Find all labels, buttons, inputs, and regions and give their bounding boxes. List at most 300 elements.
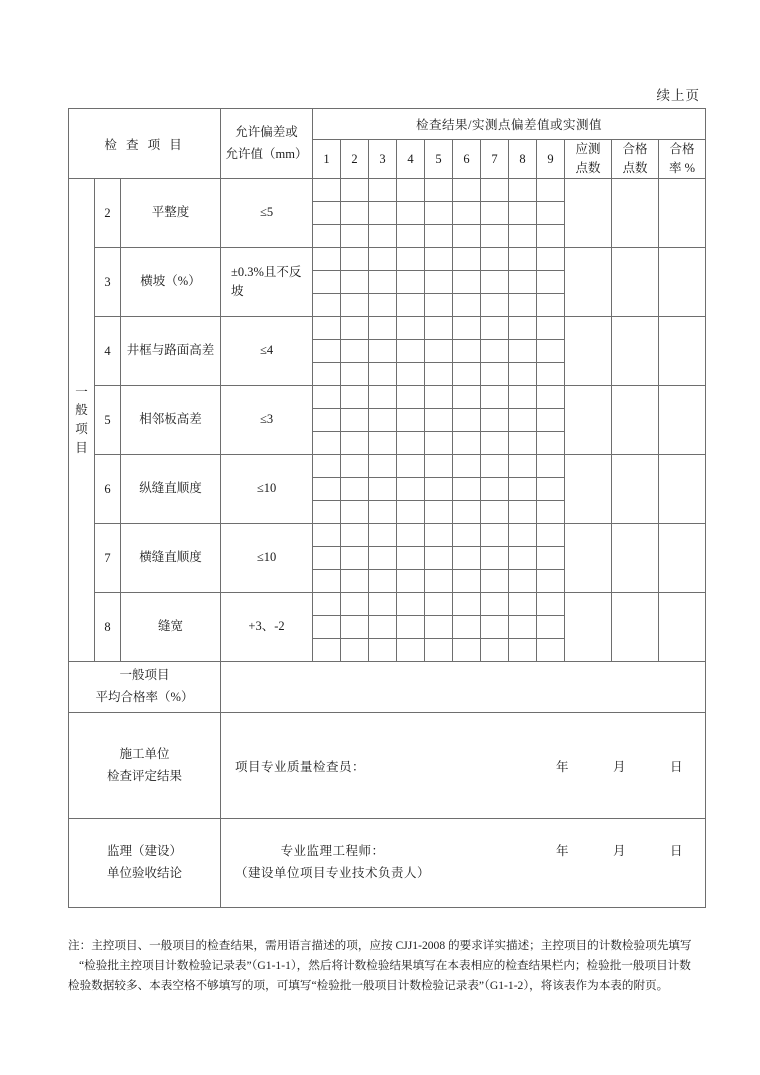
measurement-point-cell[interactable]	[537, 271, 565, 294]
header-inspection-item: 检 查 项 目	[69, 109, 221, 179]
measurement-point-cell[interactable]	[453, 639, 481, 662]
measurement-point-cell[interactable]	[537, 340, 565, 363]
table-row	[69, 179, 706, 202]
measurement-point-cell[interactable]	[369, 455, 397, 478]
measurement-point-cell[interactable]	[509, 363, 537, 386]
measurement-point-cell[interactable]	[397, 363, 425, 386]
measurement-point-cell[interactable]	[397, 294, 425, 317]
measurement-point-cell[interactable]	[481, 478, 509, 501]
measurement-point-cell[interactable]	[313, 478, 341, 501]
measurement-point-cell[interactable]	[481, 616, 509, 639]
measurement-point-cell[interactable]	[481, 570, 509, 593]
row-tolerance-value: ≤3	[221, 386, 313, 455]
measurement-point-cell[interactable]	[369, 317, 397, 340]
supervisor-conclusion-field[interactable]	[221, 819, 706, 908]
table-header-row-1	[69, 109, 706, 140]
contractor-signature-line	[221, 757, 705, 775]
measurement-point-cell[interactable]	[397, 179, 425, 202]
category-label-char: 一	[75, 384, 88, 399]
pass-points-cell[interactable]	[612, 386, 659, 455]
measurement-point-cell[interactable]	[341, 248, 369, 271]
header-result-group: 检查结果/实测点偏差值或实测值	[313, 109, 706, 140]
supervisor-month-label: 月	[613, 844, 627, 859]
supervisor-signature-label-block	[235, 841, 430, 885]
measurement-point-cell[interactable]	[537, 386, 565, 409]
measurement-point-cell[interactable]	[341, 409, 369, 432]
measurement-point-cell[interactable]	[397, 616, 425, 639]
measurement-point-cell[interactable]	[509, 432, 537, 455]
measurement-point-cell[interactable]	[397, 478, 425, 501]
measurement-point-cell[interactable]	[537, 478, 565, 501]
header-point-7: 7	[481, 140, 509, 179]
header-point-5: 5	[425, 140, 453, 179]
row-tolerance-value: ≤4	[221, 317, 313, 386]
due-points-cell[interactable]	[565, 179, 612, 248]
measurement-point-cell[interactable]	[453, 294, 481, 317]
table-row	[69, 524, 706, 547]
measurement-point-cell[interactable]	[537, 317, 565, 340]
measurement-point-cell[interactable]	[341, 202, 369, 225]
measurement-point-cell[interactable]	[369, 271, 397, 294]
pass-rate-cell[interactable]	[659, 593, 706, 662]
measurement-point-cell[interactable]	[509, 294, 537, 317]
measurement-point-cell[interactable]	[509, 639, 537, 662]
pass-points-cell[interactable]	[612, 317, 659, 386]
measurement-point-cell[interactable]	[453, 340, 481, 363]
measurement-point-cell[interactable]	[453, 593, 481, 616]
header-pass-points-line2: 点数	[622, 161, 648, 175]
measurement-point-cell[interactable]	[453, 271, 481, 294]
measurement-point-cell[interactable]	[453, 363, 481, 386]
measurement-point-cell[interactable]	[537, 455, 565, 478]
pass-rate-cell[interactable]	[659, 317, 706, 386]
header-point-4: 4	[397, 140, 425, 179]
measurement-point-cell[interactable]	[341, 547, 369, 570]
measurement-point-cell[interactable]	[341, 179, 369, 202]
row-number: 3	[95, 248, 121, 317]
measurement-point-cell[interactable]	[341, 570, 369, 593]
measurement-point-cell[interactable]	[369, 225, 397, 248]
measurement-point-cell[interactable]	[453, 570, 481, 593]
measurement-point-cell[interactable]	[481, 317, 509, 340]
measurement-point-cell[interactable]	[425, 248, 453, 271]
measurement-point-cell[interactable]	[537, 639, 565, 662]
measurement-point-cell[interactable]	[481, 547, 509, 570]
header-point-9: 9	[537, 140, 565, 179]
measurement-point-cell[interactable]	[481, 432, 509, 455]
measurement-point-cell[interactable]	[313, 294, 341, 317]
header-pass-rate-line2: 率 %	[669, 161, 696, 175]
measurement-point-cell[interactable]	[369, 593, 397, 616]
measurement-point-cell[interactable]	[397, 455, 425, 478]
table-row	[69, 248, 706, 271]
supervisor-conclusion-label	[69, 819, 221, 908]
measurement-point-cell[interactable]	[313, 639, 341, 662]
measurement-point-cell[interactable]	[481, 340, 509, 363]
measurement-point-cell[interactable]	[481, 202, 509, 225]
inspection-record-table	[68, 108, 706, 908]
table-row	[69, 386, 706, 409]
pass-points-cell[interactable]	[612, 593, 659, 662]
contractor-signature-label: 项目专业质量检查员：	[235, 759, 366, 774]
measurement-point-cell[interactable]	[481, 386, 509, 409]
measurement-point-cell[interactable]	[509, 225, 537, 248]
measurement-point-cell[interactable]	[369, 363, 397, 386]
supervisor-label-line1: 监理（建设）	[107, 844, 183, 859]
measurement-point-cell[interactable]	[509, 179, 537, 202]
measurement-point-cell[interactable]	[397, 570, 425, 593]
measurement-point-cell[interactable]	[425, 639, 453, 662]
measurement-point-cell[interactable]	[313, 593, 341, 616]
measurement-point-cell[interactable]	[313, 179, 341, 202]
measurement-point-cell[interactable]	[425, 179, 453, 202]
measurement-point-cell[interactable]	[453, 202, 481, 225]
measurement-point-cell[interactable]	[453, 547, 481, 570]
measurement-point-cell[interactable]	[425, 225, 453, 248]
measurement-point-cell[interactable]	[453, 616, 481, 639]
measurement-point-cell[interactable]	[537, 593, 565, 616]
measurement-point-cell[interactable]	[481, 225, 509, 248]
measurement-point-cell[interactable]	[453, 225, 481, 248]
measurement-point-cell[interactable]	[425, 455, 453, 478]
row-tolerance-value: ≤10	[221, 455, 313, 524]
contractor-day-label: 日	[670, 759, 684, 774]
measurement-point-cell[interactable]	[509, 616, 537, 639]
measurement-point-cell[interactable]	[509, 455, 537, 478]
measurement-point-cell[interactable]	[425, 202, 453, 225]
contractor-label-line1: 施工单位	[119, 746, 170, 761]
measurement-point-cell[interactable]	[425, 363, 453, 386]
due-points-cell[interactable]	[565, 455, 612, 524]
measurement-point-cell[interactable]	[425, 294, 453, 317]
header-point-6: 6	[453, 140, 481, 179]
pass-points-cell[interactable]	[612, 248, 659, 317]
supervisor-signature-label-line2: （建设单位项目专业技术负责人）	[235, 866, 431, 880]
measurement-point-cell[interactable]	[425, 409, 453, 432]
measurement-point-cell[interactable]	[481, 593, 509, 616]
measurement-point-cell[interactable]	[453, 478, 481, 501]
measurement-point-cell[interactable]	[369, 202, 397, 225]
header-point-2: 2	[341, 140, 369, 179]
measurement-point-cell[interactable]	[509, 547, 537, 570]
measurement-point-cell[interactable]	[397, 432, 425, 455]
measurement-point-cell[interactable]	[341, 616, 369, 639]
measurement-point-cell[interactable]	[425, 478, 453, 501]
measurement-point-cell[interactable]	[397, 639, 425, 662]
measurement-point-cell[interactable]	[481, 179, 509, 202]
measurement-point-cell[interactable]	[341, 455, 369, 478]
measurement-point-cell[interactable]	[369, 639, 397, 662]
measurement-point-cell[interactable]	[313, 409, 341, 432]
measurement-point-cell[interactable]	[341, 501, 369, 524]
pass-points-cell[interactable]	[612, 455, 659, 524]
measurement-point-cell[interactable]	[537, 409, 565, 432]
measurement-point-cell[interactable]	[537, 225, 565, 248]
footnote-line-3: 检验数据较多、本表空格不够填写的项，可填写“检验批一般项目计数检验记录表”（G1-1-2），将该表作为本表的附页。	[68, 978, 669, 992]
measurement-point-cell[interactable]	[341, 225, 369, 248]
supervisor-conclusion-row	[69, 819, 706, 908]
measurement-point-cell[interactable]	[425, 271, 453, 294]
measurement-point-cell[interactable]	[341, 432, 369, 455]
supervisor-label-line2: 单位验收结论	[107, 866, 183, 880]
measurement-point-cell[interactable]	[425, 386, 453, 409]
measurement-point-cell[interactable]	[453, 501, 481, 524]
header-point-8: 8	[509, 140, 537, 179]
due-points-cell[interactable]	[565, 248, 612, 317]
average-pass-rate-row	[69, 662, 706, 713]
header-tolerance-line2: 允许值（mm）	[225, 146, 308, 161]
row-tolerance-value: ≤10	[221, 524, 313, 593]
measurement-point-cell[interactable]	[313, 432, 341, 455]
measurement-point-cell[interactable]	[537, 363, 565, 386]
measurement-point-cell[interactable]	[397, 317, 425, 340]
measurement-point-cell[interactable]	[313, 547, 341, 570]
average-pass-rate-label	[69, 662, 221, 713]
measurement-point-cell[interactable]	[397, 225, 425, 248]
contractor-month-label: 月	[613, 759, 627, 774]
header-due-points-line1: 应测	[575, 142, 601, 157]
table-row	[69, 317, 706, 340]
measurement-point-cell[interactable]	[537, 616, 565, 639]
due-points-cell[interactable]	[565, 524, 612, 593]
measurement-point-cell[interactable]	[341, 386, 369, 409]
contractor-date-fields	[556, 757, 691, 775]
row-number: 4	[95, 317, 121, 386]
measurement-point-cell[interactable]	[397, 409, 425, 432]
measurement-point-cell[interactable]	[537, 179, 565, 202]
measurement-point-cell[interactable]	[481, 501, 509, 524]
pass-rate-cell[interactable]	[659, 524, 706, 593]
measurement-point-cell[interactable]	[313, 340, 341, 363]
measurement-point-cell[interactable]	[425, 570, 453, 593]
measurement-point-cell[interactable]	[453, 179, 481, 202]
measurement-point-cell[interactable]	[537, 524, 565, 547]
measurement-point-cell[interactable]	[509, 409, 537, 432]
measurement-point-cell[interactable]	[313, 570, 341, 593]
measurement-point-cell[interactable]	[425, 616, 453, 639]
average-pass-rate-label-line2: 平均合格率（%）	[95, 690, 194, 704]
header-due-points	[565, 140, 612, 179]
contractor-label-line2: 检查评定结果	[107, 768, 183, 783]
measurement-point-cell[interactable]	[397, 386, 425, 409]
continued-from-previous-page-label: 续上页	[656, 88, 700, 103]
header-pass-rate	[659, 140, 706, 179]
row-item-name: 平整度	[121, 179, 221, 248]
row-item-name: 井框与路面高差	[121, 317, 221, 386]
measurement-point-cell[interactable]	[397, 524, 425, 547]
measurement-point-cell[interactable]	[369, 547, 397, 570]
pass-rate-cell[interactable]	[659, 386, 706, 455]
measurement-point-cell[interactable]	[481, 363, 509, 386]
measurement-point-cell[interactable]	[369, 570, 397, 593]
row-tolerance-value: ±0.3%且不反坡	[221, 248, 313, 317]
pass-rate-cell[interactable]	[659, 179, 706, 248]
measurement-point-cell[interactable]	[397, 593, 425, 616]
measurement-point-cell[interactable]	[313, 271, 341, 294]
measurement-point-cell[interactable]	[313, 616, 341, 639]
row-item-name: 横缝直顺度	[121, 524, 221, 593]
measurement-point-cell[interactable]	[425, 432, 453, 455]
measurement-point-cell[interactable]	[369, 524, 397, 547]
contractor-result-label	[69, 713, 221, 819]
measurement-point-cell[interactable]	[369, 501, 397, 524]
measurement-point-cell[interactable]	[453, 409, 481, 432]
row-item-name: 缝宽	[121, 593, 221, 662]
measurement-point-cell[interactable]	[313, 363, 341, 386]
row-tolerance-value: ≤5	[221, 179, 313, 248]
measurement-point-cell[interactable]	[341, 340, 369, 363]
measurement-point-cell[interactable]	[481, 248, 509, 271]
measurement-point-cell[interactable]	[397, 547, 425, 570]
measurement-point-cell[interactable]	[537, 294, 565, 317]
measurement-point-cell[interactable]	[509, 501, 537, 524]
measurement-point-cell[interactable]	[341, 271, 369, 294]
contractor-result-row	[69, 713, 706, 819]
footnote	[68, 936, 702, 996]
measurement-point-cell[interactable]	[425, 501, 453, 524]
header-point-1: 1	[313, 140, 341, 179]
header-tolerance-line1: 允许偏差或	[235, 124, 298, 139]
measurement-point-cell[interactable]	[341, 317, 369, 340]
category-label-char: 项	[75, 422, 88, 436]
measurement-point-cell[interactable]	[369, 478, 397, 501]
row-number: 2	[95, 179, 121, 248]
row-number: 6	[95, 455, 121, 524]
measurement-point-cell[interactable]	[425, 593, 453, 616]
measurement-point-cell[interactable]	[341, 593, 369, 616]
measurement-point-cell[interactable]	[481, 639, 509, 662]
due-points-cell[interactable]	[565, 317, 612, 386]
measurement-point-cell[interactable]	[509, 317, 537, 340]
header-pass-rate-line1: 合格	[669, 142, 695, 157]
measurement-point-cell[interactable]	[313, 202, 341, 225]
average-pass-rate-label-line1: 一般项目	[119, 668, 170, 683]
measurement-point-cell[interactable]	[481, 524, 509, 547]
measurement-point-cell[interactable]	[537, 248, 565, 271]
row-number: 7	[95, 524, 121, 593]
measurement-point-cell[interactable]	[341, 478, 369, 501]
measurement-point-cell[interactable]	[341, 524, 369, 547]
measurement-point-cell[interactable]	[509, 271, 537, 294]
measurement-point-cell[interactable]	[509, 570, 537, 593]
measurement-point-cell[interactable]	[341, 294, 369, 317]
measurement-point-cell[interactable]	[509, 386, 537, 409]
measurement-point-cell[interactable]	[397, 202, 425, 225]
measurement-point-cell[interactable]	[537, 202, 565, 225]
measurement-point-cell[interactable]	[537, 501, 565, 524]
table-row	[69, 593, 706, 616]
row-tolerance-value: +3、-2	[221, 593, 313, 662]
measurement-point-cell[interactable]	[537, 547, 565, 570]
measurement-point-cell[interactable]	[425, 340, 453, 363]
pass-rate-cell[interactable]	[659, 248, 706, 317]
measurement-point-cell[interactable]	[341, 639, 369, 662]
row-number: 5	[95, 386, 121, 455]
measurement-point-cell[interactable]	[313, 501, 341, 524]
measurement-point-cell[interactable]	[453, 248, 481, 271]
measurement-point-cell[interactable]	[369, 432, 397, 455]
measurement-point-cell[interactable]	[453, 432, 481, 455]
measurement-point-cell[interactable]	[481, 409, 509, 432]
row-number: 8	[95, 593, 121, 662]
measurement-point-cell[interactable]	[313, 455, 341, 478]
category-label-char: 般	[75, 403, 88, 418]
header-point-3: 3	[369, 140, 397, 179]
row-item-name: 纵缝直顺度	[121, 455, 221, 524]
supervisor-signature-label-line1: 专业监理工程师：	[280, 844, 385, 859]
measurement-point-cell[interactable]	[509, 524, 537, 547]
measurement-point-cell[interactable]	[313, 386, 341, 409]
measurement-point-cell[interactable]	[481, 455, 509, 478]
contractor-year-label: 年	[556, 759, 570, 774]
header-due-points-line2: 点数	[575, 161, 601, 175]
pass-points-cell[interactable]	[612, 179, 659, 248]
measurement-point-cell[interactable]	[509, 478, 537, 501]
measurement-point-cell[interactable]	[369, 409, 397, 432]
header-pass-points-line1: 合格	[622, 142, 648, 157]
measurement-point-cell[interactable]	[537, 570, 565, 593]
contractor-result-field[interactable]	[221, 713, 706, 819]
average-pass-rate-value-field[interactable]	[221, 662, 706, 713]
measurement-point-cell[interactable]	[537, 432, 565, 455]
measurement-point-cell[interactable]	[453, 524, 481, 547]
supervisor-year-label: 年	[556, 844, 570, 859]
measurement-point-cell[interactable]	[425, 547, 453, 570]
row-item-name: 横坡（%）	[121, 248, 221, 317]
measurement-point-cell[interactable]	[481, 271, 509, 294]
row-item-name: 相邻板高差	[121, 386, 221, 455]
header-pass-points	[612, 140, 659, 179]
measurement-point-cell[interactable]	[453, 455, 481, 478]
measurement-point-cell[interactable]	[369, 386, 397, 409]
table-row	[69, 455, 706, 478]
measurement-point-cell[interactable]	[425, 317, 453, 340]
measurement-point-cell[interactable]	[313, 524, 341, 547]
measurement-point-cell[interactable]	[453, 386, 481, 409]
measurement-point-cell[interactable]	[509, 340, 537, 363]
footnote-line-1: 注：主控项目、一般项目的检查结果，需用语言描述的项，应按 CJJ1-2008 的要求详实描述；主控项目的计数检验项先填写	[68, 939, 692, 952]
due-points-cell[interactable]	[565, 386, 612, 455]
supervisor-signature-line	[221, 841, 705, 885]
measurement-point-cell[interactable]	[509, 593, 537, 616]
measurement-point-cell[interactable]	[509, 248, 537, 271]
measurement-point-cell[interactable]	[369, 340, 397, 363]
footnote-line-2: “检验批主控项目计数检验记录表”（G1-1-1），然后将计数检验结果填写在本表相应的检查结果栏内；检验批一般项目计数	[79, 958, 691, 972]
measurement-point-cell[interactable]	[509, 202, 537, 225]
pass-points-cell[interactable]	[612, 524, 659, 593]
supervisor-date-fields	[556, 841, 691, 859]
measurement-point-cell[interactable]	[397, 340, 425, 363]
measurement-point-cell[interactable]	[397, 501, 425, 524]
due-points-cell[interactable]	[565, 593, 612, 662]
measurement-point-cell[interactable]	[369, 248, 397, 271]
measurement-point-cell[interactable]	[481, 294, 509, 317]
measurement-point-cell[interactable]	[397, 271, 425, 294]
measurement-point-cell[interactable]	[369, 179, 397, 202]
measurement-point-cell[interactable]	[425, 524, 453, 547]
category-label-char: 目	[75, 440, 88, 455]
measurement-point-cell[interactable]	[453, 317, 481, 340]
measurement-point-cell[interactable]	[341, 363, 369, 386]
measurement-point-cell[interactable]	[313, 317, 341, 340]
supervisor-day-label: 日	[670, 844, 684, 859]
measurement-point-cell[interactable]	[313, 225, 341, 248]
measurement-point-cell[interactable]	[369, 616, 397, 639]
measurement-point-cell[interactable]	[369, 294, 397, 317]
measurement-point-cell[interactable]	[397, 248, 425, 271]
pass-rate-cell[interactable]	[659, 455, 706, 524]
measurement-point-cell[interactable]	[313, 248, 341, 271]
